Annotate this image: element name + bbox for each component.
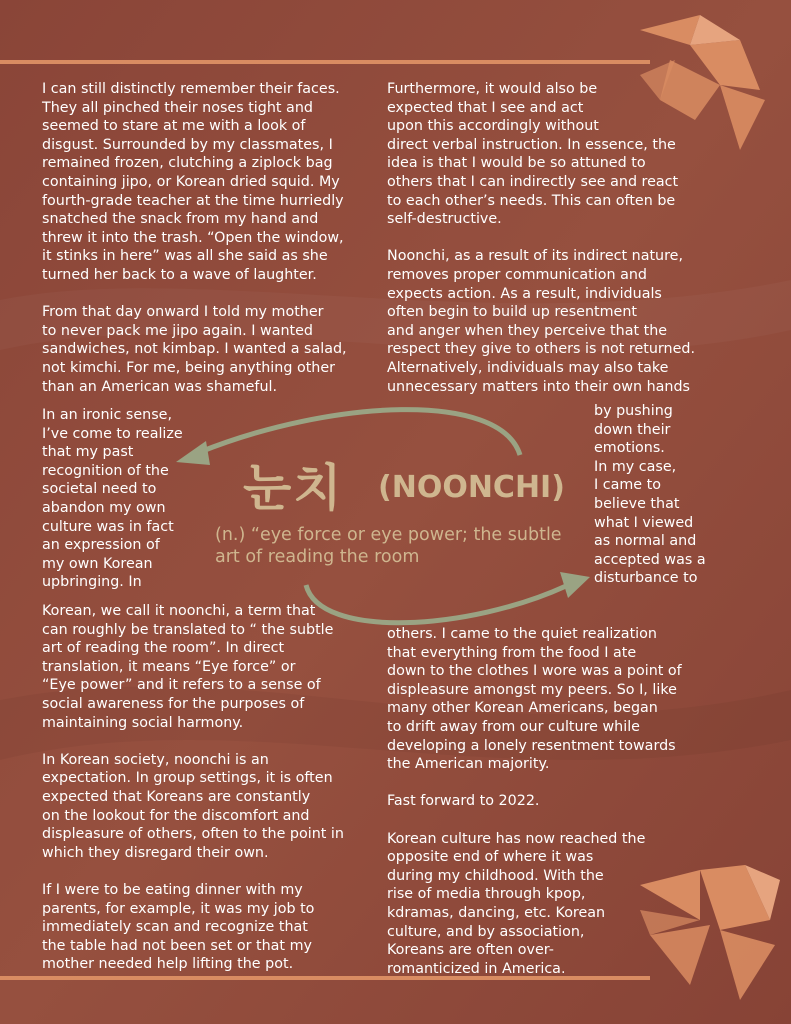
paragraph: Noonchi, as a result of its indirect nature, removes proper communication and expects action. As a result, individuals often begin to build up resentment and anger when they perceive that the respect they give to others is not returned. Alternatively, individuals may also take unnecessary matters into their own hands — [387, 248, 696, 395]
column-1-top — [42, 80, 372, 396]
column-2-top — [387, 80, 722, 396]
paragraph: I can still distinctly remember their faces. They all pinched their noses tight and seemed to stare at me with a look of disgust. Surrounded by my classmates, I remained frozen, clutching a ziplock bag containing jipo, or Korean dried squid. My fourth-grade teacher at the time hurriedly snatched the snack from my hand and threw it into the trash. “Open the window, it stinks in here” was all she said as she turned her back to a wave of laughter. — [42, 81, 344, 283]
paragraph: If I were to be eating dinner with my parents, for example, it was my job to immediately scan and recognize that the table had not been set or that my mother needed help lifting the pot. — [42, 881, 315, 973]
paragraph: Korean culture has now reached the opposite end of where it was during my childhood. With the rise of media through kpop, kdramas, dancing, etc. Korean culture, and by association, Koreans are often over- romanticized in America. — [387, 830, 646, 977]
paragraph: by pushing down their emotions. In my case, I came to believe that what I viewed as normal and accepted was a disturbance to — [594, 403, 706, 587]
paragraph: others. I came to the quiet realization that everything from the food I ate down to the clothes I wore was a point of displeasure amongst my peers. So I, like many other Korean Americans, began to drift away from our culture while developing a lonely resentment towards the American majority. — [387, 626, 682, 773]
feature-definition: (n.) “eye force or eye power; the subtle art of reading the room — [215, 525, 562, 567]
feature-title-english: (NOONCHI) — [378, 470, 565, 505]
paragraph: In Korean society, noonchi is an expectation. In group settings, it is often expected that Koreans are constantly on the lookout for the discomfort and displeasure of others, often to the point in which they disregard their own. — [42, 751, 344, 861]
paragraph: In an ironic sense, I’ve come to realize that my past recognition of the societal need to abandon my own culture was in fact an expression of my own Korean upbringing. In — [42, 407, 183, 591]
paragraph: Korean, we call it noonchi, a term that can roughly be translated to “ the subtle art of reading the room”. In direct translation, it means “Eye force” or “Eye power” and it refers to a sense of social awareness for the purposes of maintaining social harmony. — [42, 603, 334, 731]
column-1-bottom — [42, 602, 372, 974]
paragraph: Fast forward to 2022. — [387, 793, 540, 810]
column-2-bottom — [387, 625, 722, 978]
column-1-middle — [42, 406, 202, 592]
paragraph: From that day onward I told my mother to never pack me jipo again. I wanted sandwiches, not kimbap. I wanted a salad, not kimchi. For me, being anything other than an American was shameful. — [42, 304, 347, 395]
arrowhead-right-icon — [560, 572, 590, 598]
column-2-middle — [594, 402, 724, 588]
feature-title-korean: 눈치 — [243, 459, 344, 517]
paragraph: Furthermore, it would also be expected that I see and act upon this accordingly without direct verbal instruction. In essence, the idea is that I would be so attuned to others that I can indirectly see and react to each other’s needs. This can often be self-destructive. — [387, 81, 679, 228]
